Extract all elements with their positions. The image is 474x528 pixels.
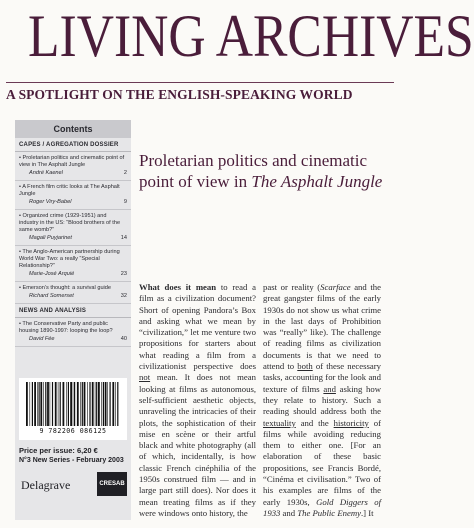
- contents-section-label: NEWS AND ANALYSIS: [15, 304, 131, 318]
- contents-item-byline: [19, 293, 127, 300]
- contents-item-page: 32: [120, 293, 127, 299]
- article-title: [139, 150, 389, 192]
- contents-item[interactable]: [15, 318, 131, 347]
- contents-item-page: 14: [120, 235, 127, 241]
- contents-item[interactable]: [15, 282, 131, 304]
- barcode-digits: 9 782206 086125: [39, 427, 107, 435]
- magazine-subtitle: A SPOTLIGHT ON THE ENGLISH-SPEAKING WORLD: [6, 87, 353, 102]
- contents-item-page: 2: [123, 170, 127, 176]
- delagrave-logo: Delagrave: [21, 478, 71, 492]
- contents-item-title: • A French film critic looks at The Asphalt Jungle: [19, 184, 120, 197]
- contents-item-title: • Organized crime (1929-1951) and industry in the US: “Blood brothers of the same womb?”: [19, 213, 121, 233]
- masthead-rule: [6, 82, 394, 83]
- article-paragraph: past or reality (Scarface and the great gangster films of the early 1930s do not show us what crime in the last days of Prohibition was “really” like). The challenge of reading films as civilization documents is that we need to attend to both of these necessary tasks, accounting for the look and texture of films and asking how they relate to history. Such a reading should address both the textuality and the historicity of films while avoiding reducing them to either one. [For an elaboration of these basic propositions, see Francis Bordé, “Cinéma et civilisation.” Two of his examples are films of the early 1930s, Gold Diggers of 1933 and The Public Enemy.] It: [263, 282, 382, 518]
- article-column-2: [263, 282, 381, 519]
- contents-heading: Contents: [15, 120, 131, 138]
- contents-item-title: • The Conservative Party and public housing 1890-1997: looping the loop?: [19, 321, 113, 334]
- article-title-text: Proletarian politics and cinematic point of view in: [139, 151, 368, 191]
- contents-list: [15, 138, 131, 347]
- contents-item-byline: [19, 336, 127, 343]
- contents-item-author: André Kaenel: [29, 170, 63, 176]
- contents-item-author: Roger Viry-Babel: [29, 199, 72, 205]
- contents-item-author: Marie-José Arquié: [29, 271, 75, 277]
- article-column-1: [139, 282, 256, 519]
- price-per-issue: Price per issue: 6,20 €: [19, 446, 98, 455]
- contents-item-byline: [19, 235, 127, 242]
- barcode: [19, 378, 127, 440]
- contents-item-page: 9: [123, 199, 127, 205]
- contents-item-page: 23: [120, 271, 127, 277]
- contents-item[interactable]: [15, 210, 131, 246]
- contents-item-byline: [19, 199, 127, 206]
- contents-sidebar: [15, 120, 131, 520]
- contents-item-byline: [19, 170, 127, 177]
- contents-item[interactable]: [15, 181, 131, 210]
- barcode-icon: [25, 382, 121, 426]
- contents-section-label: CAPES / AGREGATION DOSSIER: [15, 138, 131, 152]
- contents-item-title: • Proletarian politics and cinematic point of view in The Asphalt Jungle: [19, 155, 125, 168]
- contents-item[interactable]: [15, 152, 131, 181]
- contents-item-title: • Emerson’s thought: a survival guide: [19, 285, 112, 291]
- price-info: [19, 446, 131, 466]
- contents-item-title: • The Anglo-American partnership during World War Two: a really “Special Relationship?”: [19, 249, 120, 269]
- contents-item-author: Richard Somerset: [29, 293, 74, 299]
- contents-item[interactable]: [15, 246, 131, 282]
- contents-item-page: 40: [120, 336, 127, 342]
- issue-number: N°3 New Series - February 2003: [19, 457, 124, 464]
- magazine-title: LIVING ARCHIVES: [28, 3, 474, 69]
- contents-item-author: Magali Puyjarinet: [29, 235, 72, 241]
- cresab-logo: CRESAB: [97, 472, 127, 496]
- article-paragraph: What does it mean to read a film as a civilization document? Short of opening Pandora’s Box and asking what we mean by “civilization,” let me venture two propositions for starters about what reading a film from a civilizationist perspective does not mean. It does not mean looking at films as autonomous, self-sufficient aesthetic objects, unraveling the intricacies of their plots, the sophistication of their mise en scène or their artful black and white photography (all of which, incidentally, is how classic French cinéphilia of the 1950s construed film — and in large part still does). Nor does it mean treating films as if they were windows onto history, the: [139, 282, 256, 518]
- contents-item-author: David Fée: [29, 336, 55, 342]
- article-title-film: The Asphalt Jungle: [251, 172, 383, 191]
- contents-item-byline: [19, 271, 127, 278]
- publisher-logos: [15, 470, 131, 498]
